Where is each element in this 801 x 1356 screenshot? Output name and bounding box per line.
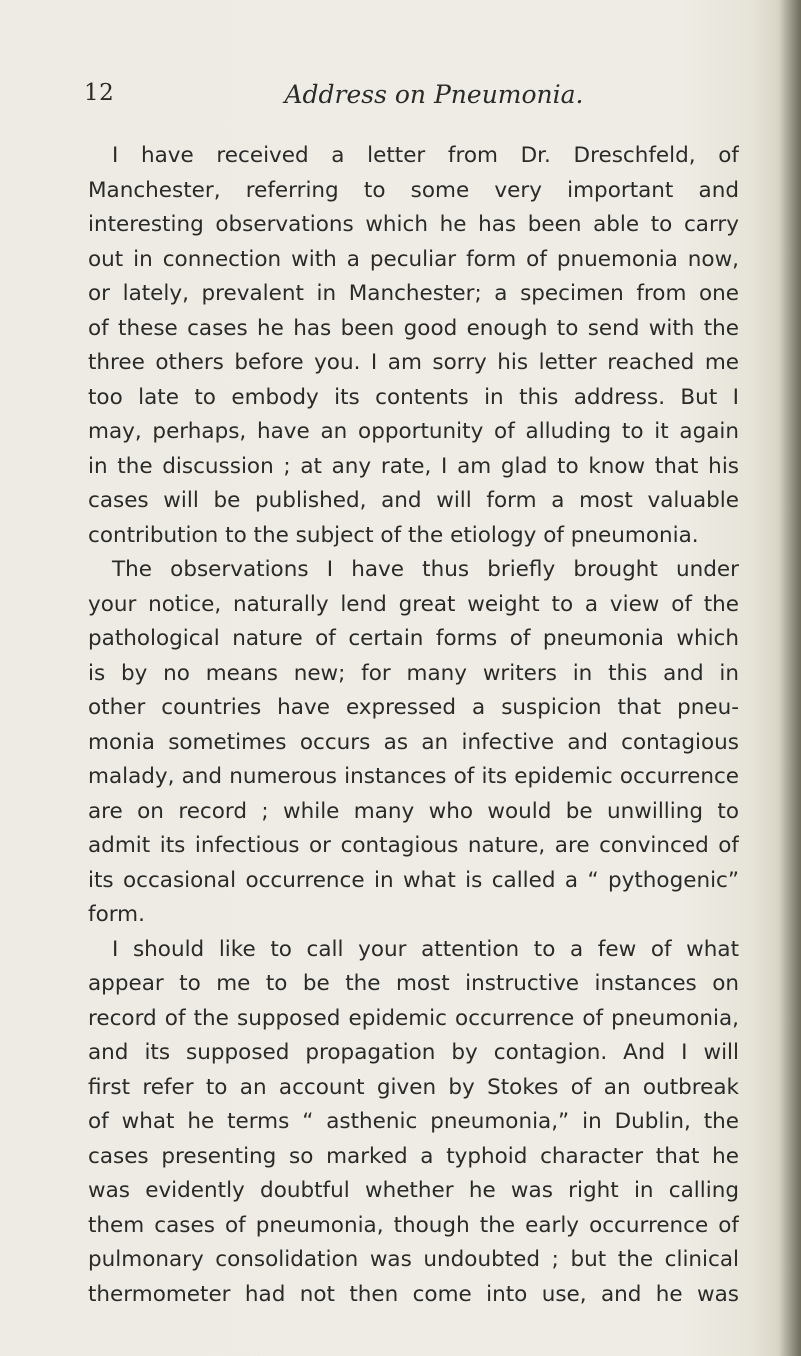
- page-header: [84, 80, 744, 114]
- text-line: appear to me to be the most instructive instances on: [88, 971, 739, 996]
- text-line: interesting observations which he has been able to carry: [88, 212, 739, 237]
- text-line: other countries have expressed a suspicion that pneu-: [88, 695, 739, 720]
- text-line: out in connection with a peculiar form of pnuemonia now,: [88, 246, 739, 272]
- page-edge-shadow: [779, 0, 801, 1356]
- text-line: was evidently doubtful whether he was right in calling: [88, 1178, 739, 1203]
- text-line: of these cases he has been good enough to send with the: [88, 315, 739, 341]
- text-line: them cases of pneumonia, though the early occurrence of: [88, 1212, 739, 1238]
- text-line: too late to embody its contents in this address. But I: [88, 384, 739, 410]
- text-line: cases presenting so marked a typhoid character that he: [88, 1143, 739, 1169]
- text-line: three others before you. I am sorry his letter reached me: [88, 350, 739, 375]
- text-line: cases will be published, and will form a most valuable: [88, 488, 739, 513]
- text-line: and its supposed propagation by contagion. And I will: [88, 1040, 739, 1065]
- text-line: malady, and numerous instances of its epidemic occurrence: [88, 764, 739, 789]
- text-line: is by no means new; for many writers in this and in: [88, 660, 739, 686]
- text-line: monia sometimes occurs as an infective and contagious: [88, 729, 739, 755]
- page-number: 12: [84, 80, 115, 106]
- text-line: I have received a letter from Dr. Dreschfeld, of: [112, 143, 739, 168]
- text-line: form.: [88, 902, 145, 927]
- text-line: may, perhaps, have an opportunity of alluding to it again: [88, 419, 739, 444]
- text-line: admit its infectious or contagious nature, are convinced of: [88, 833, 739, 858]
- text-line: I should like to call your attention to a few of what: [112, 936, 739, 962]
- text-line: your notice, naturally lend great weight to a view of the: [88, 591, 739, 617]
- text-line: of what he terms “ asthenic pneumonia,” in Dublin, the: [88, 1109, 739, 1134]
- text-line: in the discussion ; at any rate, I am glad to know that his: [88, 453, 739, 479]
- text-line: its occasional occurrence in what is called a “ pythogenic”: [88, 867, 739, 893]
- text-line: first refer to an account given by Stokes of an outbreak: [88, 1074, 739, 1100]
- text-line: or lately, prevalent in Manchester; a specimen from one: [88, 281, 739, 306]
- text-line: thermometer had not then come into use, and he was: [88, 1281, 739, 1307]
- text-line: The observations I have thus briefly brought under: [112, 557, 739, 582]
- text-line: are on record ; while many who would be unwilling to: [88, 798, 739, 824]
- running-title: Address on Pneumonia.: [284, 80, 584, 109]
- text-line: record of the supposed epidemic occurrence of pneumonia,: [88, 1005, 739, 1031]
- text-line: pulmonary consolidation was undoubted ; but the clinical: [88, 1247, 739, 1272]
- text-line: contribution to the subject of the etiology of pneumonia.: [88, 522, 699, 548]
- text-line: pathological nature of certain forms of pneumonia which: [88, 626, 739, 651]
- text-line: Manchester, referring to some very important and: [88, 177, 739, 203]
- body-text: [88, 139, 739, 1312]
